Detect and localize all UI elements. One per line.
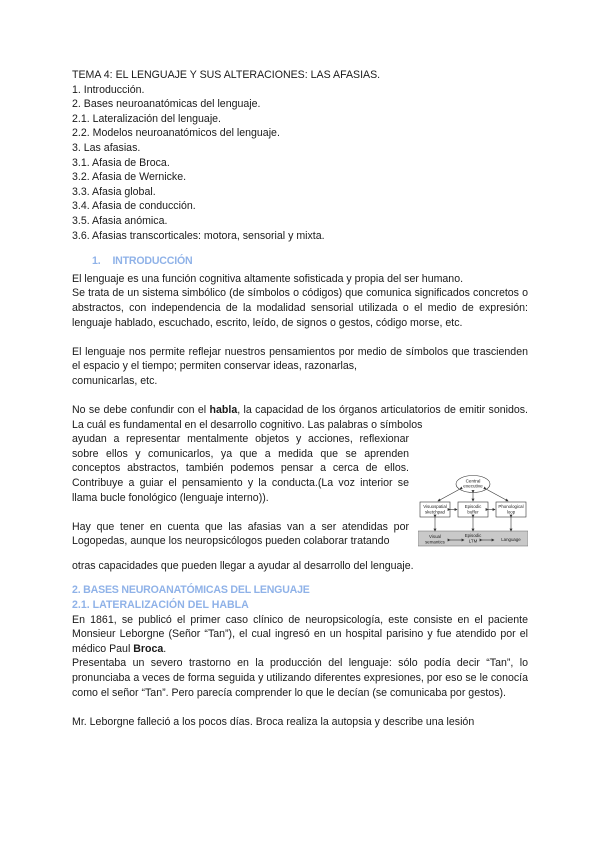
paragraph: Se trata de un sistema simbólico (de símbolos o códigos) que comunica significados concretos o abstractos, con independencia de la modalidad sensorial utilizada o el medio de expresión: lenguaje hablado, escuchado, escrito, leído, de signos o gestos, código morse, etc.	[72, 287, 528, 329]
paragraph: El lenguaje es una función cognitiva altamente sofisticada y propia del ser humano.	[72, 272, 464, 285]
document-page	[72, 68, 528, 729]
toc-item: 3.2. Afasia de Wernicke.	[72, 171, 187, 184]
paragraph: comunicarlas, etc.	[72, 374, 158, 387]
paragraph: Mr. Leborgne falleció a los pocos días. Broca realiza la autopsia y describe una lesión	[72, 715, 475, 728]
toc-item: 3.3. Afasia global.	[72, 185, 156, 198]
diagram-svg	[418, 474, 528, 554]
subsection-heading-lateralizacion: 2.1. LATERALIZACIÓN DEL HABLA	[72, 599, 249, 612]
text-run: , la capacidad de los órganos articulatorios de emitir sonidos. La cuál es fundamental en el desarrollo cognitivo. Las palabras o símbolos	[72, 404, 528, 431]
language-label: Language	[501, 537, 521, 543]
episodic-label-2: buffer	[467, 509, 479, 515]
central-label-2: executive	[463, 483, 483, 489]
toc-item: 3.6. Afasias transcorticales: motora, sensorial y mixta.	[72, 229, 325, 242]
paragraph: Presentaba un severo trastorno en la producción del lenguaje: sólo podía decir “Tan”, lo pronunciaba a veces de forma seguida y utilizando diferentes expresiones, por eso se le conocía como el señor “Tan”. Pero parecía comprender lo que le decían (se comunicaba por gestos).	[72, 657, 528, 699]
paragraph: El lenguaje nos permite reflejar nuestros pensamientos por medio de símbolos que trascienden el espacio y el tiempo; permiten conservar ideas, razonarlas,	[72, 345, 528, 373]
toc-item: 3. Las afasias.	[72, 141, 141, 154]
section-heading-introduccion	[92, 254, 528, 269]
table-of-contents	[72, 68, 528, 243]
phono-label-2: loop	[506, 509, 516, 515]
wrapped-text	[72, 432, 409, 549]
toc-item: 3.4. Afasia de conducción.	[72, 200, 196, 213]
paragraph: ayudan a representar mentalmente objetos y acciones, reflexionar sobre ellos y comunicarlos, ya que a medida que se aprenden conceptos abstractos, también podemos pensar a cerca de ellos. Contribuye a guiar el pensamiento y la conducta.(La voz interior se llama bucle fonológico (lenguaje interno)).	[72, 433, 409, 504]
bold-term: habla	[209, 404, 238, 417]
toc-item: 2. Bases neuroanatómicas del lenguaje.	[72, 98, 261, 111]
toc-item: 2.1. Lateralización del lenguaje.	[72, 112, 222, 125]
visuo-label-2: sketchpad	[424, 509, 446, 515]
paragraph	[72, 613, 528, 657]
toc-item: 3.1. Afasia de Broca.	[72, 156, 170, 169]
toc-item: 1. Introducción.	[72, 83, 145, 96]
arrow	[438, 489, 460, 501]
ltm-label-2: LTM	[468, 538, 478, 544]
paragraph	[72, 403, 528, 432]
text-run: .	[163, 642, 167, 655]
section-heading-bases: 2. BASES NEUROANATÓMICAS DEL LENGUAJE	[72, 584, 310, 597]
visuo-label-1: Visuospatial	[423, 504, 447, 510]
toc-item: 2.2. Modelos neuroanatómicos del lenguaje.	[72, 127, 280, 140]
paragraph: otras capacidades que pueden llegar a ayudar al desarrollo del lenguaje.	[72, 559, 414, 572]
episodic-label-1: Episodic	[464, 504, 482, 510]
phono-label-1: Phonological	[498, 504, 524, 510]
bold-term: Broca	[133, 642, 164, 655]
central-label-1: Central	[465, 478, 481, 484]
text-run: En 1861, se publicó el primer caso clínico de neuropsicología, este consiste en el paciente Monsieur Leborgne (Señor “Tan”), el cual ingresó en un hospital parisino y fue atendido por el médico Paul	[72, 613, 528, 655]
visual-label-2: semantics	[425, 539, 445, 545]
text-with-figure	[72, 432, 528, 559]
text-run: No se debe confundir con el	[72, 404, 210, 417]
section-number: 1.	[92, 255, 101, 268]
arrow	[486, 489, 508, 501]
ltm-label-1: Episodic	[464, 533, 482, 539]
working-memory-diagram	[418, 474, 528, 559]
visual-label-1: Visual	[429, 534, 441, 540]
toc-title: TEMA 4: EL LENGUAJE Y SUS ALTERACIONES: LAS AFASIAS.	[72, 69, 381, 81]
paragraph: Hay que tener en cuenta que las afasias van a ser atendidas por Logopedas, aunque los neuropsicólogos pueden colaborar tratando	[72, 520, 409, 548]
section-title: INTRODUCCIÓN	[112, 255, 193, 268]
toc-item: 3.5. Afasia anómica.	[72, 214, 168, 227]
